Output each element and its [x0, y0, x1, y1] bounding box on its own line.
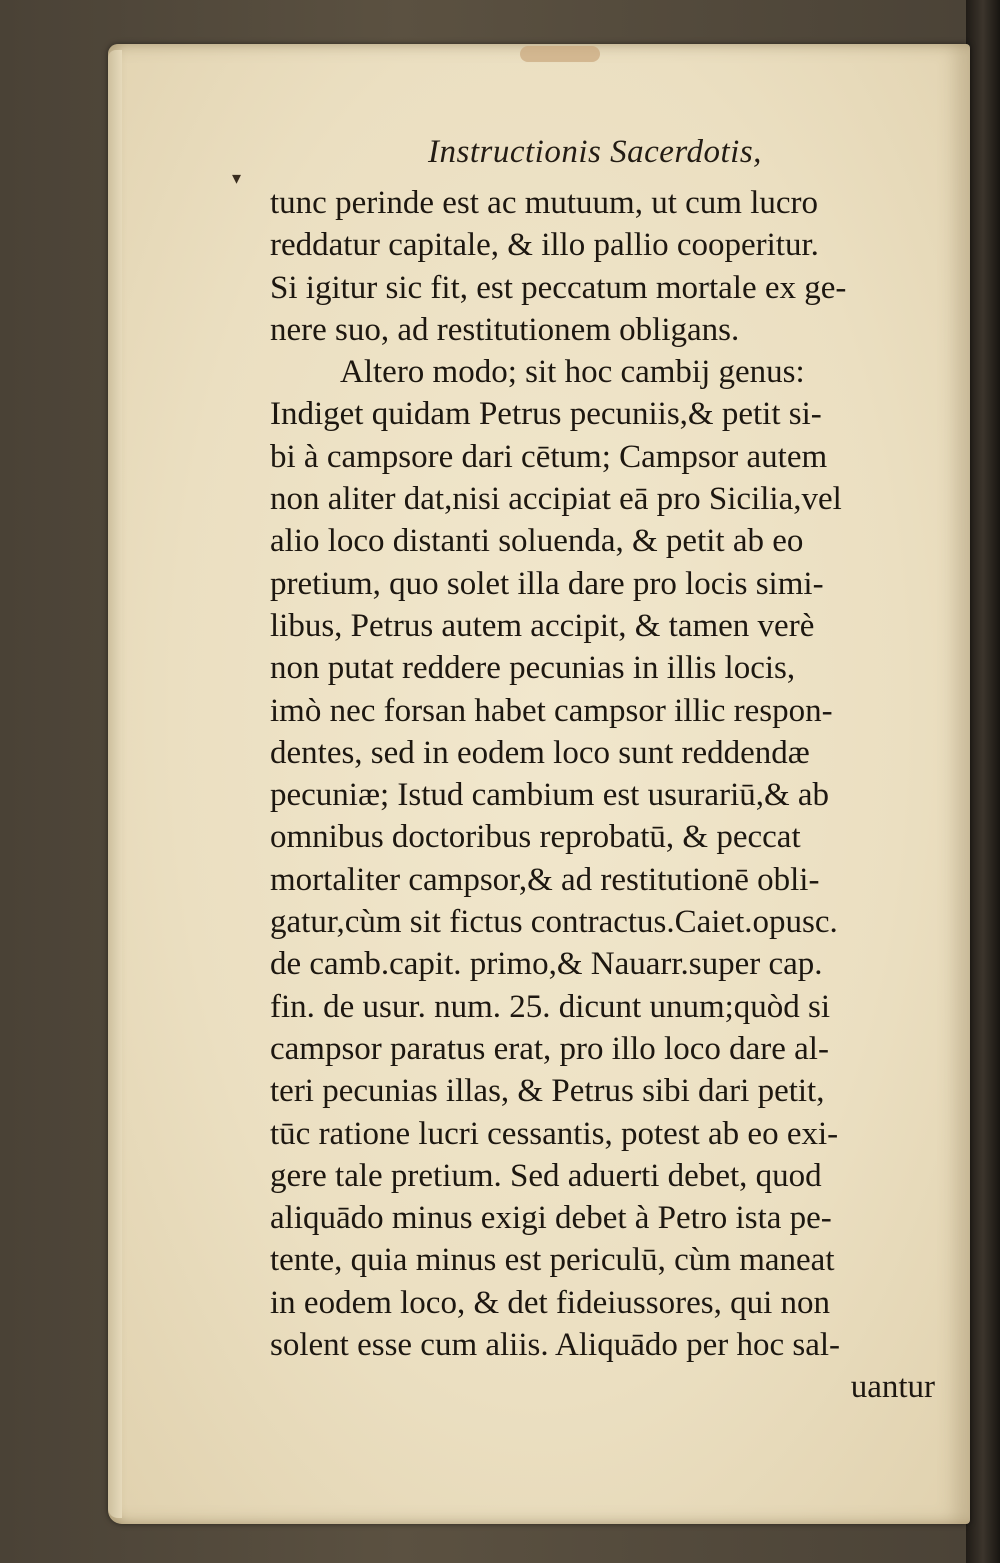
text-line: reddatur capitale, & illo pallio cooperitur. — [270, 227, 819, 264]
text-line: bi à campsore dari cētum; Campsor autem — [270, 438, 828, 475]
text-line: pecuniæ; Istud cambium est usurariū,& ab — [270, 777, 830, 814]
text-line: aliquādo minus exigi debet à Petro ista pe- — [270, 1200, 832, 1237]
text-line: omnibus doctoribus reprobatū, & peccat — [270, 819, 801, 856]
text-line: non aliter dat,nisi accipiat eā pro Sicilia,vel — [270, 481, 842, 518]
text-line: imò nec forsan habet campsor illic respon- — [270, 692, 833, 729]
text-line: tūc ratione lucri cessantis, potest ab eo exi- — [270, 1115, 839, 1152]
text-line: Altero modo; sit hoc cambij genus: — [340, 354, 805, 391]
text-line: libus, Petrus autem accipit, & tamen verè — [270, 607, 815, 644]
ink-mark-icon: ▾ — [232, 168, 242, 188]
text-line: gatur,cùm sit fictus contractus.Caiet.opusc. — [270, 904, 838, 941]
page-tab-mark — [520, 46, 600, 62]
text-line: pretium, quo solet illa dare pro locis simi- — [270, 565, 824, 602]
text-line: Si igitur sic fit, est peccatum mortale ex ge- — [270, 269, 847, 306]
text-line: fin. de usur. num. 25. dicunt unum;quòd si — [270, 988, 831, 1025]
text-line: gere tale pretium. Sed aduerti debet, quod — [270, 1157, 822, 1194]
text-line: dentes, sed in eodem loco sunt reddendæ — [270, 734, 810, 771]
text-line: de camb.capit. primo,& Nauarr.super cap. — [270, 946, 823, 983]
text-line: solent esse cum aliis. Aliquādo per hoc sal- — [270, 1327, 841, 1364]
page-text-block — [270, 182, 935, 1409]
text-line: alio loco distanti soluenda, & petit ab eo — [270, 523, 804, 560]
text-line: teri pecunias illas, & Petrus sibi dari petit, — [270, 1073, 825, 1110]
text-line: nere suo, ad restitutionem obligans. — [270, 311, 740, 348]
text-line: mortaliter campsor,& ad restitutionē obli- — [270, 861, 820, 898]
text-line: non putat reddere pecunias in illis locis, — [270, 650, 796, 687]
text-line: uantur — [850, 1369, 935, 1406]
text-line: tente, quia minus est periculū, cùm maneat — [270, 1242, 835, 1279]
text-line: tunc perinde est ac mutuum, ut cum lucro — [270, 185, 819, 221]
page-edge — [108, 50, 122, 1518]
text-line: Indiget quidam Petrus pecuniis,& petit si- — [270, 396, 822, 433]
book-binding-edge — [966, 0, 1000, 1563]
text-line: in eodem loco, & det fideiussores, qui non — [270, 1284, 830, 1321]
running-head: Instructionis Sacerdotis, — [428, 134, 762, 170]
text-line: campsor paratus erat, pro illo loco dare al- — [270, 1030, 829, 1067]
